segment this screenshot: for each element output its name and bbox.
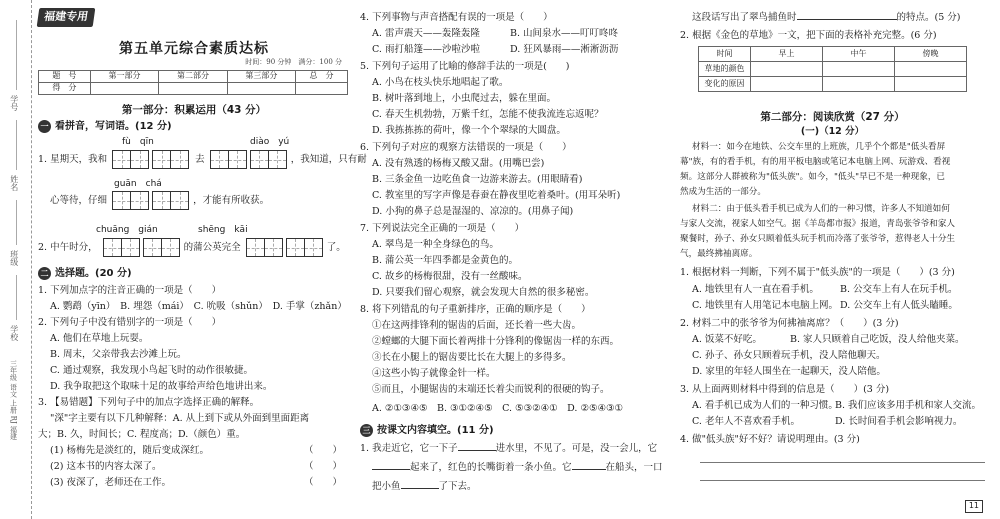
answer-option[interactable]: C. 雨打船篷——沙啦沙啦: [372, 44, 480, 55]
fill-text: 这段话写出了翠鸟捕鱼时: [692, 12, 797, 23]
answer-paren[interactable]: （ ）: [303, 445, 342, 456]
question-text: 7. 下列说法完全正确的一项是（ ）: [360, 223, 525, 234]
answer-option[interactable]: B. 周末，父亲带我去沙滩上玩。: [50, 349, 187, 360]
fill-line: [360, 443, 670, 456]
answer-option[interactable]: A. 没有熟透的杨梅又酸又甜。(用嘴巴尝): [372, 158, 545, 169]
score-table: [38, 70, 348, 95]
answer-options: [680, 334, 985, 347]
answer-option[interactable]: A. 看手机已成为人们的一种习惯。: [692, 400, 838, 411]
answer-options: [680, 416, 985, 429]
answer-option[interactable]: D. 我争取把这个取味十足的故事给声给色地讲出来。: [50, 381, 273, 392]
table-head: 时间: [699, 47, 751, 62]
writing-grid[interactable]: [250, 150, 286, 169]
sub-heading: (一)（12 分）: [800, 126, 865, 137]
page-number: 11: [965, 500, 983, 513]
class-label: 班级: [9, 250, 19, 266]
question-text: 3. 【易错题】下列句子中的加点字选择正确的解释。: [38, 397, 260, 408]
answer-option[interactable]: A. 饭菜不好吃。: [692, 334, 762, 345]
sub-question-text: (1) 杨梅先是淡红的，随后变成深红。: [50, 445, 209, 456]
sentence: ①在这两排锋利的锯齿的后面，还长着一些大齿。: [372, 320, 582, 331]
table-cell[interactable]: [823, 77, 895, 92]
score-head: 第三部分: [227, 71, 295, 83]
question-line: [38, 150, 367, 169]
section-two-heading: [38, 267, 132, 281]
pinyin: fù qīn: [122, 137, 154, 147]
binding-line: [16, 275, 17, 320]
answer-option[interactable]: A. 他们在草地上玩耍。: [50, 333, 149, 344]
score-cell[interactable]: [90, 82, 158, 94]
table-cell[interactable]: [823, 62, 895, 77]
school-label: 学校: [9, 325, 19, 341]
material-text: 然成为生活的一部分。: [680, 187, 766, 197]
sentence: ⑤而且，小腿锯齿的末端还长着尖而锐利的很硬的钩子。: [372, 384, 610, 395]
writing-grid[interactable]: [210, 150, 246, 169]
table-cell[interactable]: [751, 62, 823, 77]
part-two-heading: 第二部分：阅读欣赏（27 分）: [760, 111, 905, 123]
binding-line: [16, 20, 17, 90]
answer-option[interactable]: D. 家里的年轻人围坐在一起聊天，没人陪他。: [692, 366, 886, 377]
fill-blank[interactable]: [401, 488, 439, 489]
fill-text: 了下去。: [438, 481, 477, 492]
answer-line[interactable]: [700, 462, 985, 463]
answer-line[interactable]: [700, 480, 985, 481]
answer-option[interactable]: C. 教室里的写字声像是春蚕在静夜里吃着桑叶。(用耳朵听): [372, 190, 621, 201]
fill-text: 把小鱼: [372, 481, 401, 492]
section-number: 三: [360, 424, 373, 437]
writing-grid[interactable]: [103, 238, 139, 257]
answer-option[interactable]: D. 小狗的鼻子总是湿湿的、凉凉的。(用鼻子闻): [372, 206, 574, 217]
score-head: 总 分: [296, 71, 348, 83]
material-text: 聚餐时，孙子、孙女只顾着低头玩手机而冷落了张爷爷，惹得老人十分生: [680, 234, 956, 244]
answer-paren[interactable]: （ ）: [303, 461, 342, 472]
pinyin: shēng kāi: [198, 225, 248, 235]
writing-grid[interactable]: [143, 238, 179, 257]
section-number: 一: [38, 120, 51, 133]
region-tag: 福建专用: [37, 8, 96, 27]
page-middle: [360, 0, 670, 519]
section-title: 看拼音，写词语。(12 分): [55, 121, 172, 132]
material-text: 材料二：由于低头看手机已成为人们的一种习惯，许多人不知道如何: [692, 204, 950, 214]
answer-option[interactable]: D. 只要我们留心观察，就会发现大自然的很多秘密。: [372, 287, 595, 298]
sub-question: [38, 477, 350, 490]
question-text: 3. 从上面两则材料中得到的信息是（ ）(3 分): [680, 384, 890, 395]
question-text: 了。: [326, 242, 346, 253]
table-cell[interactable]: [895, 62, 967, 77]
answer-option[interactable]: C. 老年人不喜欢看手机。: [692, 416, 800, 427]
question-text: 去: [195, 154, 205, 165]
writing-grid[interactable]: [246, 238, 282, 257]
page-title: 第五单元综合素质达标: [119, 41, 269, 57]
table-head: 中午: [823, 47, 895, 62]
fill-blank[interactable]: [458, 450, 496, 451]
answer-option[interactable]: D. 长时间看手机会影响视力。: [835, 416, 963, 427]
score-head: 题 号: [39, 71, 91, 83]
answer-option[interactable]: D. 我拣拣拣的荷叶，像一个个翠绿的大圆盘。: [372, 125, 566, 136]
student-number-label: 学号: [9, 95, 19, 111]
answer-option[interactable]: C. 春天生机勃勃，万紫千红，怎能不使我流连忘返呢？: [372, 109, 604, 120]
sub-question-text: (3) 夜深了，老师还在工作。: [50, 477, 171, 488]
sub-question: [38, 445, 350, 458]
score-cell[interactable]: [296, 82, 348, 94]
question-text: "深"字主要有以下几种解释：A. 从上到下或从外面到里面距离: [50, 413, 310, 424]
sentence: ④这些小钩子就像金针一样。: [372, 368, 496, 379]
fill-blank[interactable]: [372, 469, 410, 470]
page-right: [680, 0, 985, 519]
answer-option[interactable]: B. 蒲公英一年四季都是金黄色的。: [372, 255, 519, 266]
section-three-heading: [360, 424, 494, 438]
fill-table: [698, 46, 967, 92]
pinyin: diào yú: [250, 137, 290, 147]
page-left: [38, 0, 367, 519]
part-one-heading: 第一部分：积累运用（43 分）: [121, 104, 267, 116]
fill-text: 的特点。(5 分): [896, 12, 961, 23]
fill-line: [360, 462, 670, 475]
question-text: 的蒲公英完全: [183, 242, 241, 253]
answer-option[interactable]: C. 孙子、孙女只顾着玩手机，没人陪他聊天。: [692, 350, 886, 361]
writing-grid[interactable]: [112, 191, 148, 210]
table-head: 早上: [751, 47, 823, 62]
answer-options: [360, 28, 670, 41]
fill-text: 在船头，一口: [605, 462, 663, 473]
writing-grid[interactable]: [152, 191, 188, 210]
answer-option[interactable]: B. 三条金鱼一边吃鱼食一边游来游去。(用眼睛看): [372, 174, 583, 185]
answer-option[interactable]: B. 我们应该多用手机和家人交流。: [835, 400, 982, 411]
question-text: 2. 根据《金色的草地》一文，把下面的表格补充完整。(6 分): [680, 30, 937, 41]
question-text: 8. 将下列错乱的句子重新排序，正确的顺序是（ ）: [360, 304, 591, 315]
score-cell: 得 分: [39, 82, 91, 94]
answer-option[interactable]: B. 树叶落到地上，小虫爬过去，躲在里面。: [372, 93, 557, 104]
question-text: 1. 下列加点字的注音正确的一项是（ ）: [38, 285, 222, 296]
fill-blank[interactable]: [572, 469, 606, 470]
book-label: 三年级 语文 上册 RJ 福建: [9, 360, 18, 440]
answer-paren[interactable]: （ ）: [303, 477, 342, 488]
answer-options: [680, 300, 985, 313]
fill-line: [360, 481, 670, 494]
fill-text: 起来了，红色的长嘴街着一条小鱼。它: [410, 462, 572, 473]
answer-options: [680, 284, 985, 297]
answer-option[interactable]: B. 山间泉水——叮叮咚咚: [510, 28, 619, 39]
binding-line: [16, 120, 17, 170]
sub-question-text: (2) 这本书的内容太深了。: [50, 461, 162, 472]
pinyin: chuāng gián: [96, 225, 158, 235]
sentence: ②螳螂的大腿下面长着两排十分锋利的像锯齿一样的东西。: [372, 336, 620, 347]
question-text: 大；B. 久，时间长；C. 程度高；D.（颜色）重。: [38, 429, 246, 440]
question-text: ，我知道，只有耐: [290, 154, 367, 165]
table-cell[interactable]: [751, 77, 823, 92]
pinyin: guān chá: [114, 179, 162, 189]
score-head: 第二部分: [159, 71, 227, 83]
answer-option[interactable]: C. 故乡的杨梅很甜，没有一丝酸味。: [372, 271, 528, 282]
fill-blank[interactable]: [797, 19, 897, 20]
table-row-label: 变化的原因: [699, 77, 751, 92]
score-cell[interactable]: [227, 82, 295, 94]
answer-options[interactable]: A. ②①③④⑤ B. ③①②④⑤ C. ⑤③②④① D. ②⑤④③①: [372, 403, 624, 414]
binding-margin: [0, 0, 32, 519]
question-line: [38, 238, 350, 257]
fill-text: 进水里，不见了。可是，没一会儿，它: [495, 443, 658, 454]
table-cell[interactable]: [895, 77, 967, 92]
exam-meta: 时间：90 分钟 满分：100 分: [245, 58, 342, 66]
question-text: ，才能有所收获。: [193, 195, 270, 206]
material-text: 频。这部分人群被称为"低头族"。如今，"低头"早已不是一种现象，已: [680, 172, 946, 182]
answer-option[interactable]: B. 家人只顾着自己吃饭，没人给他夹菜。: [790, 334, 965, 345]
question-text: 2. 材料二中的张爷爷为何拂袖离席？（ ）(3 分): [680, 318, 899, 329]
question-text: 1. 星期天，我和: [38, 154, 108, 165]
name-label: 姓名: [9, 175, 19, 191]
answer-option[interactable]: D. 公交车上有人低头瞌睡。: [840, 300, 958, 311]
section-title: 按课文内容填空。(11 分): [377, 425, 494, 436]
sub-question: [38, 461, 350, 474]
writing-grid[interactable]: [286, 238, 322, 257]
answer-option[interactable]: A. 小鸟在枝头快乐地唱起了歌。: [372, 77, 509, 88]
answer-option[interactable]: B. 公交车上有人在玩手机。: [840, 284, 958, 295]
fill-line: [680, 12, 985, 25]
material-text: 材料一：如今在地铁、公交车里的上班族，几乎个个都是"低头看屏: [692, 142, 946, 152]
section-title: 选择题。(20 分): [55, 268, 132, 279]
material-text: 幕"族，有的看手机，有的用平板电脑或笔记本电脑上网、玩游戏、看视: [680, 157, 951, 167]
answer-option[interactable]: C. 地铁里有人用笔记本电脑上网。: [692, 300, 838, 311]
material-text: 与家人交流，视家人如空气。据《羊岛都市报》报道，青岛张爷爷和家人: [680, 219, 956, 229]
writing-grid[interactable]: [112, 150, 148, 169]
answer-options: [360, 44, 670, 57]
question-text: 4. 做"低头族"好不好？请说明理由。(3 分): [680, 434, 860, 445]
answer-option[interactable]: C. 通过观察，我发现小鸟起飞时的动作很敏捷。: [50, 365, 253, 376]
section-one-heading: [38, 120, 172, 134]
table-head: 傍晚: [895, 47, 967, 62]
question-text: 2. 中午时分，: [38, 242, 98, 253]
question-text: 5. 下列句子运用了比喻的修辞手法的一项是( ): [360, 61, 570, 72]
question-text: 6. 下列句子对应的观察方法错误的一项是（ ）: [360, 142, 572, 153]
answer-options: [680, 400, 985, 413]
question-text: 4. 下列事物与声音搭配有误的一项是（ ）: [360, 12, 553, 23]
answer-option[interactable]: A. 翠鸟是一种全身绿色的鸟。: [372, 239, 499, 250]
score-head: 第一部分: [90, 71, 158, 83]
material-text: 气，最终拂袖离席。: [680, 249, 758, 259]
table-row-label: 草地的颜色: [699, 62, 751, 77]
question-text: 心等待，仔细: [50, 195, 108, 206]
question-line: [38, 191, 350, 210]
question-text: 1. 根据材料一判断，下列不属于"低头族"的一项是（ ）(3 分): [680, 267, 955, 278]
answer-option[interactable]: D. 狂风暴雨——淅淅沥沥: [510, 44, 619, 55]
section-number: 二: [38, 267, 51, 280]
writing-grid[interactable]: [152, 150, 188, 169]
fill-text: 1. 我走近它，它一下子: [360, 443, 458, 454]
score-cell[interactable]: [159, 82, 227, 94]
question-text: 2. 下列句子中没有错别字的一项是（ ）: [38, 317, 222, 328]
binding-line: [16, 200, 17, 245]
answer-option[interactable]: A. 地铁里有人一直在看手机。: [692, 284, 819, 295]
answer-option[interactable]: A. 雷声震天——轰隆轰隆: [372, 28, 480, 39]
answer-options[interactable]: A. 鹦鹉（yīn） B. 埋怨（mái） C. 吮吸（shǔn） D. 手掌（zhǎn）: [50, 301, 347, 312]
sentence: ③长在小腿上的锯齿要比长在大腿上的多得多。: [372, 352, 572, 363]
